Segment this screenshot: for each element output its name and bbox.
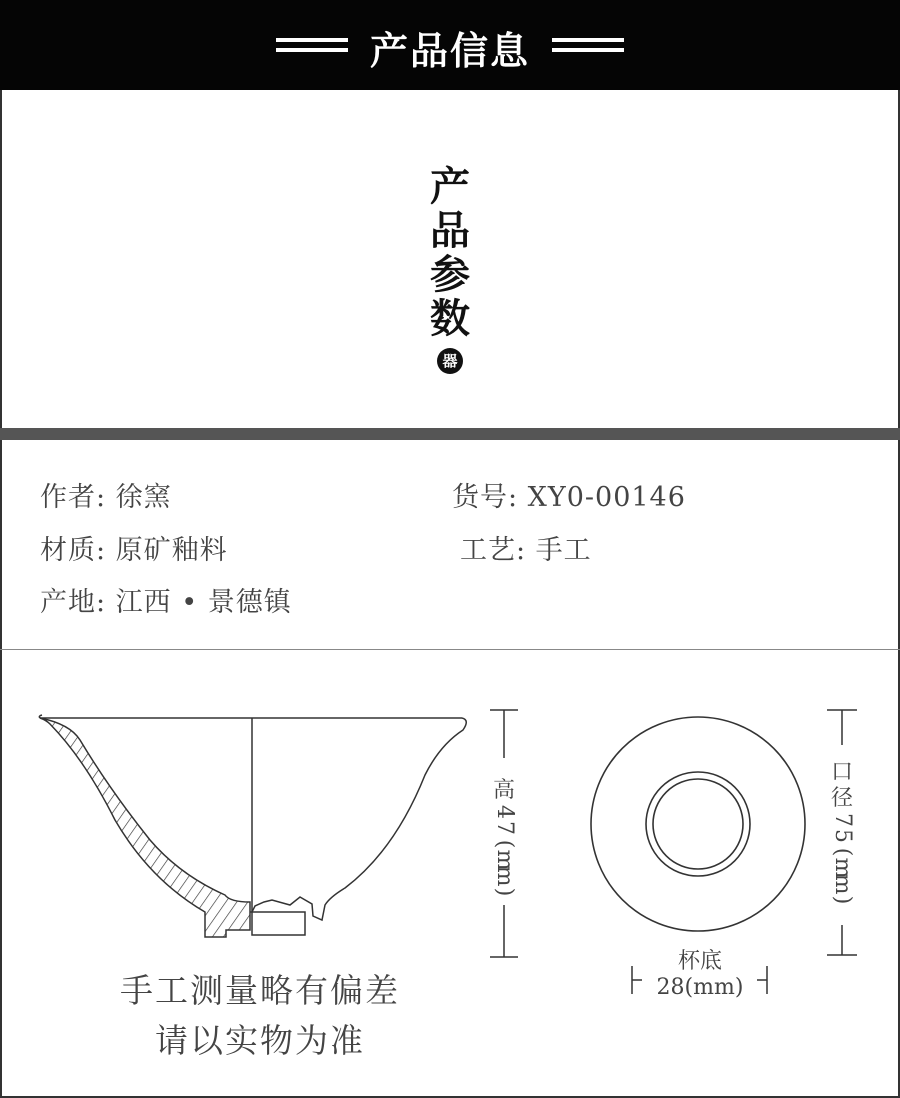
spec-author: 作者: 徐窯 xyxy=(40,482,172,513)
height-label: 高 4 7 ( m m ) xyxy=(492,778,517,897)
cup-top-view-drawing xyxy=(591,717,805,931)
cup-profile-drawing xyxy=(39,715,466,937)
spec-material: 材质: 原矿釉料 xyxy=(40,535,228,566)
diameter-label: 口 径 7 5 ( m m ) xyxy=(830,760,855,905)
seal-badge: 器 xyxy=(437,348,463,374)
section-vertical-title: 产 品 参 数 xyxy=(430,163,470,342)
spec-origin: 产地: 江西 • 景德镇 xyxy=(40,587,292,618)
spec-item-number: 货号: XY0-00146 xyxy=(452,482,686,513)
spec-craft: 工艺: 手工 xyxy=(460,535,592,566)
header-title: 产品信息 xyxy=(369,28,530,73)
measurement-note-line1: 手工测量略有偏差 xyxy=(120,971,400,1010)
base-label: 杯底 xyxy=(677,949,722,974)
measurement-note-line2: 请以实物为准 xyxy=(155,1021,365,1060)
base-value: 28(mm) xyxy=(656,975,744,1000)
